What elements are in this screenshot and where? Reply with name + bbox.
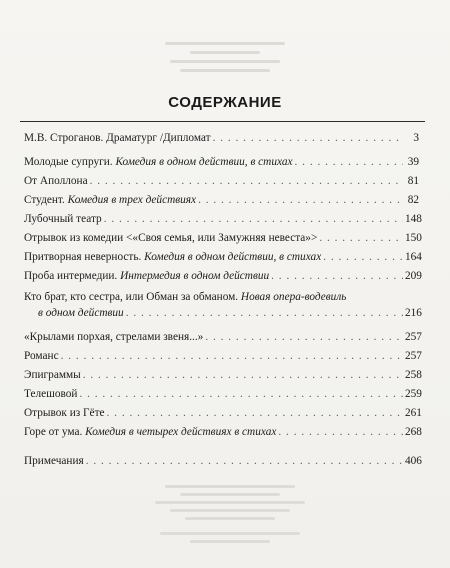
leader-dots	[295, 155, 403, 169]
entry-title: Горе от ума.	[24, 426, 86, 438]
leader-dots	[61, 349, 403, 363]
entry-title: Эпиграммы	[24, 369, 81, 381]
page-number: 39	[407, 156, 419, 168]
page-number: 209	[405, 270, 422, 282]
page-number: 216	[405, 307, 422, 319]
leader-dots	[126, 306, 403, 320]
leader-dots	[198, 193, 403, 207]
leader-dots	[213, 131, 403, 145]
toc-entry	[24, 425, 422, 439]
page-number: 261	[405, 407, 422, 419]
entry-title: Примечания	[24, 455, 84, 467]
leader-dots	[319, 231, 403, 245]
toc-entry	[24, 406, 422, 420]
leader-dots	[83, 368, 403, 382]
entry-title: Романс	[24, 350, 59, 362]
leader-dots	[107, 406, 403, 420]
toc-entry	[24, 387, 422, 401]
entry-genre: Интермедия в одном действии	[120, 270, 270, 282]
entry-title: Притворная неверность.	[24, 251, 145, 263]
toc-entry	[24, 454, 422, 468]
page-number: 150	[405, 232, 422, 244]
page-number: 406	[405, 455, 422, 467]
entry-title: «Крылами порхая, стрелами звеня...»	[24, 331, 204, 343]
page-number: 259	[405, 388, 422, 400]
page-number: 82	[407, 194, 419, 206]
entry-title: Телешовой	[24, 388, 78, 400]
leader-dots	[205, 330, 403, 344]
leader-dots	[86, 454, 403, 468]
toc-entry	[24, 368, 422, 382]
toc-entry	[24, 155, 419, 169]
entry-title: М.В. Строганов. Драматург /Дипломат	[24, 132, 211, 144]
toc-entry	[24, 349, 422, 363]
toc-entry	[24, 290, 422, 320]
page-number: 81	[407, 175, 419, 187]
toc-entry	[24, 174, 419, 188]
page-number: 257	[405, 350, 422, 362]
toc-entry	[24, 330, 422, 344]
entry-genre: Комедия в трех действиях	[67, 194, 197, 206]
entry-title: Студент.	[24, 194, 68, 206]
leader-dots	[271, 269, 403, 283]
entry-genre: Новая опера-водевиль	[240, 291, 347, 303]
entry-title: Отрывок из Гёте	[24, 407, 105, 419]
entry-genre: Комедия в одном действии, в стихах	[115, 156, 293, 168]
page-number: 164	[405, 251, 422, 263]
leader-dots	[79, 387, 403, 401]
entry-genre-continued: в одном действии	[38, 307, 124, 319]
leader-dots	[90, 174, 403, 188]
page-number: 3	[413, 132, 419, 144]
entry-title: Кто брат, кто сестра, или Обман за обманом.	[24, 291, 241, 303]
page-number: 257	[405, 331, 422, 343]
toc-entry	[24, 269, 422, 283]
entry-genre: Комедия в четырех действиях в стихах	[85, 426, 277, 438]
toc-entry	[24, 131, 419, 145]
entry-title: Лубочный театр	[24, 213, 102, 225]
entry-title: Молодые супруги.	[24, 156, 116, 168]
page-title: СОДЕРЖАНИЕ	[168, 94, 282, 111]
toc-entry	[24, 193, 419, 207]
page-number: 258	[405, 369, 422, 381]
entry-title: Проба интермедии.	[24, 270, 121, 282]
toc-entry	[24, 231, 422, 245]
leader-dots	[104, 212, 403, 226]
entry-genre: Комедия в одном действии, в стихах	[144, 251, 322, 263]
toc-entry	[24, 250, 422, 264]
leader-dots	[278, 425, 403, 439]
page-number: 268	[405, 426, 422, 438]
toc-entry	[24, 212, 422, 226]
show-through-bottom	[150, 480, 310, 548]
leader-dots	[323, 250, 403, 264]
entry-title: От Аполлона	[24, 175, 88, 187]
entry-title: Отрывок из комедии <«Своя семья, или Замужняя невеста»>	[24, 232, 318, 244]
page-number: 148	[405, 213, 422, 225]
